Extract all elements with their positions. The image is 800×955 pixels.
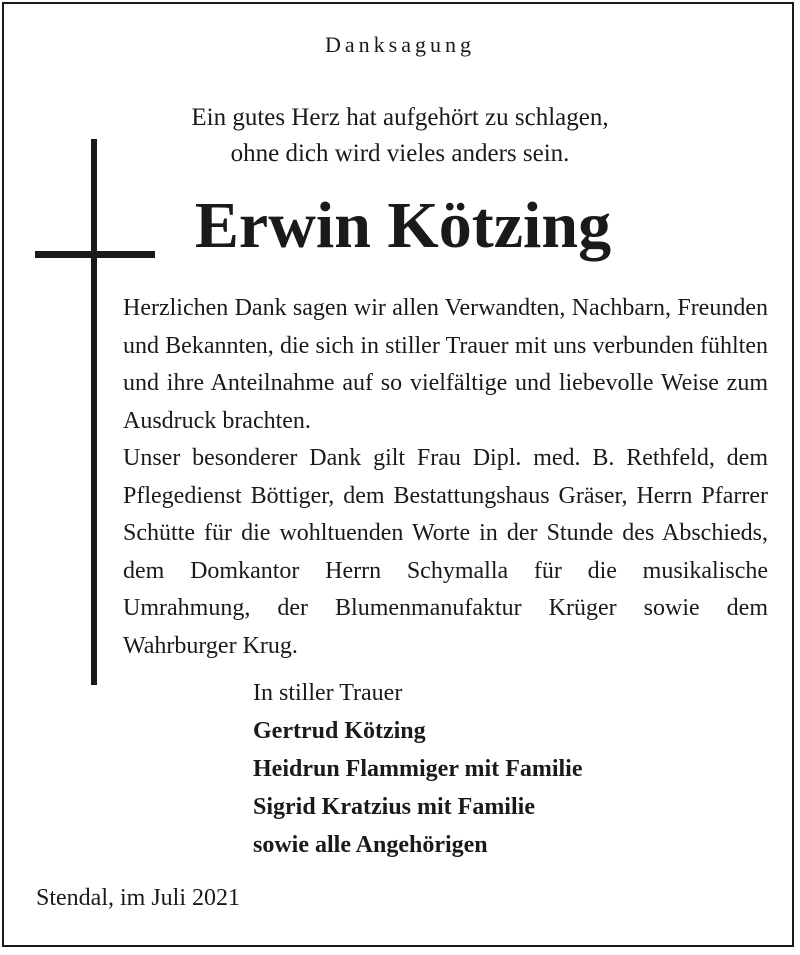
- verse-line-2: ohne dich wird vieles anders sein.: [230, 140, 570, 167]
- memorial-verse: [0, 100, 800, 172]
- mourners-block: [253, 674, 733, 864]
- mourner-name: Sigrid Kratzius mit Familie: [253, 794, 535, 820]
- verse-line-1: Ein gutes Herz hat aufgehört zu schlagen,: [191, 104, 609, 131]
- mourner-name: sowie alle Angehörigen: [253, 832, 488, 858]
- mourner-name: Heidrun Flammiger mit Familie: [253, 756, 583, 782]
- place-and-date: Stendal, im Juli 2021: [36, 885, 240, 911]
- thanks-paragraph-1: Herzlichen Dank sagen wir allen Verwandten, Nachbarn, Freunden und Bekannten, die sich in stiller Trauer mit uns verbunden fühlten und ihre Anteilnahme auf so vielfältige und liebevolle Weise zum Ausdruck brachten.: [123, 295, 768, 434]
- notice-heading: Danksagung: [325, 32, 475, 57]
- thanks-text: [123, 290, 768, 665]
- thanks-paragraph-2: Unser besonderer Dank gilt Frau Dipl. med. B. Rethfeld, dem Pflegedienst Böttiger, dem Bestattungshaus Gräser, Herrn Pfarrer Schütte für die wohltuenden Worte in der Stunde des Abschieds, dem Domkantor Herrn Schymalla für die musikalische Umrahmung, der Blumenmanufaktur Krüger sowie dem Wahrburger Krug.: [123, 445, 768, 659]
- cross-icon-horizontal-bar: [35, 251, 155, 258]
- mourner-name: Gertrud Kötzing: [253, 718, 426, 744]
- mourners-intro: In stiller Trauer: [253, 680, 403, 706]
- cross-icon-vertical-bar: [91, 139, 97, 685]
- deceased-name: Erwin Kötzing: [194, 189, 612, 262]
